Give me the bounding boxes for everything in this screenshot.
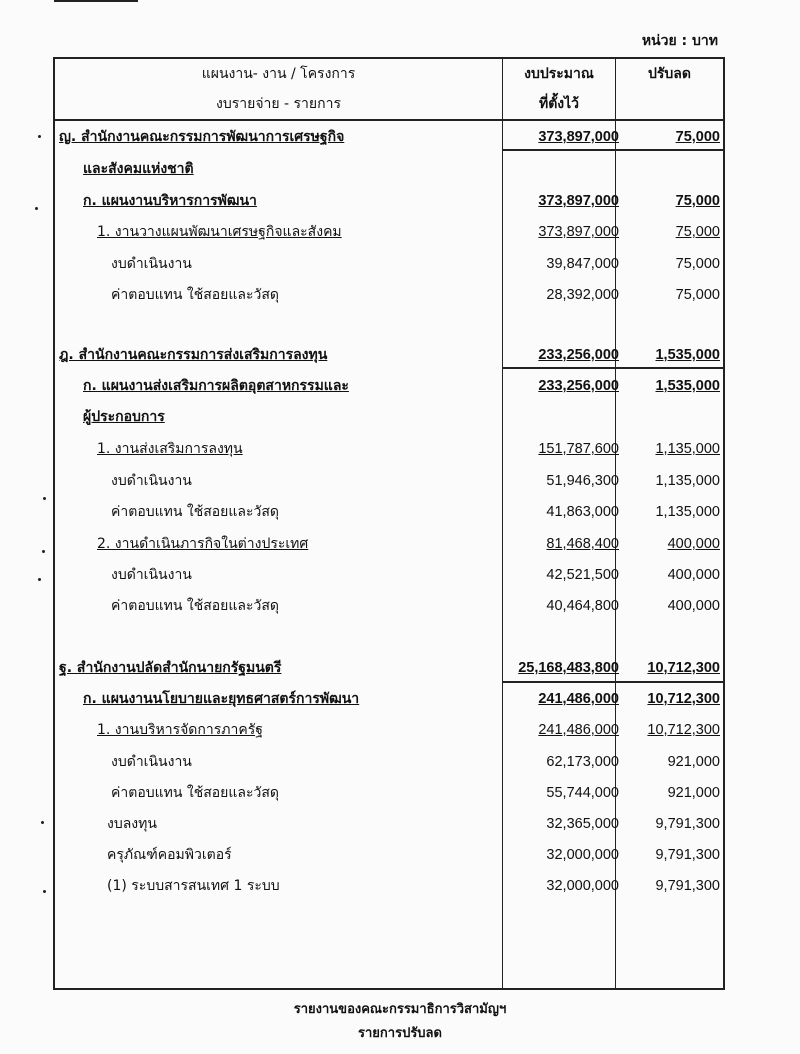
header-col-plan <box>55 59 502 119</box>
row-label: งบดำเนินงาน <box>111 567 192 583</box>
cut-value: 1,535,000 <box>655 378 720 394</box>
budget-value: 373,897,000 <box>538 129 619 145</box>
budget-table <box>53 57 725 990</box>
row-label: ค่าตอบแทน ใช้สอยและวัสดุ <box>111 785 279 801</box>
table-row <box>55 840 723 870</box>
table-row <box>55 402 723 432</box>
budget-value: 25,168,483,800 <box>518 660 619 676</box>
table-row <box>55 497 723 527</box>
cut-value: 921,000 <box>667 754 720 770</box>
scan-dot <box>41 821 44 824</box>
footer-report-title: รายงานของคณะกรรมาธิการวิสามัญฯ <box>293 1002 507 1017</box>
table-row <box>55 747 723 777</box>
budget-value: 373,897,000 <box>538 224 619 240</box>
header-cut: ปรับลด <box>648 66 691 82</box>
row-label: ฐ. สำนักงานปลัดสำนักนายกรัฐมนตรี <box>59 660 282 676</box>
cut-value: 10,712,300 <box>647 722 720 738</box>
table-row <box>55 560 723 590</box>
header-col-cut <box>616 59 723 89</box>
cut-value: 1,135,000 <box>655 473 720 489</box>
row-label: ครุภัณฑ์คอมพิวเตอร์ <box>107 847 232 863</box>
cut-value: 75,000 <box>675 256 720 272</box>
row-label: 2. งานดำเนินภารกิจในต่างประเทศ <box>97 536 309 552</box>
cut-value: 9,791,300 <box>655 847 720 863</box>
budget-value: 39,847,000 <box>546 256 619 272</box>
table-row <box>55 684 723 714</box>
table-row <box>55 871 723 901</box>
footer-report-subtitle: รายการปรับลด <box>358 1026 442 1041</box>
scan-dot <box>43 497 46 500</box>
table-row <box>55 653 723 683</box>
row-label: 1. งานส่งเสริมการลงทุน <box>97 441 243 457</box>
budget-value: 42,521,500 <box>546 567 619 583</box>
row-label: 1. งานวางแผนพัฒนาเศรษฐกิจและสังคม <box>97 224 342 240</box>
row-label: ก. แผนงานบริหารการพัฒนา <box>83 193 257 209</box>
header-budget-line1: งบประมาณ <box>524 66 594 82</box>
budget-value: 41,863,000 <box>546 504 619 520</box>
table-row <box>55 280 723 310</box>
table-row <box>55 371 723 401</box>
scan-dot <box>43 890 46 893</box>
row-label: ค่าตอบแทน ใช้สอยและวัสดุ <box>111 287 279 303</box>
cut-value: 10,712,300 <box>647 691 720 707</box>
top-edge-mark <box>54 0 138 2</box>
table-row <box>55 217 723 247</box>
cut-value: 1,135,000 <box>655 441 720 457</box>
row-label: ค่าตอบแทน ใช้สอยและวัสดุ <box>111 504 279 520</box>
header-plan-line2: งบรายจ่าย - รายการ <box>216 96 341 112</box>
cut-value: 9,791,300 <box>655 878 720 894</box>
budget-value: 151,787,600 <box>538 441 619 457</box>
cut-value: 75,000 <box>675 193 720 209</box>
header-divider <box>55 119 723 121</box>
unit-label: หน่วย : บาท <box>641 33 718 49</box>
row-label: ค่าตอบแทน ใช้สอยและวัสดุ <box>111 598 279 614</box>
cut-value: 921,000 <box>667 785 720 801</box>
row-label: 1. งานบริหารจัดการภาครัฐ <box>97 722 263 738</box>
table-row <box>55 591 723 621</box>
budget-value: 241,486,000 <box>538 691 619 707</box>
table-row <box>55 434 723 464</box>
table-row <box>55 778 723 808</box>
budget-value: 81,468,400 <box>546 536 619 552</box>
cut-value: 10,712,300 <box>647 660 720 676</box>
table-row <box>55 529 723 559</box>
budget-value: 32,000,000 <box>546 878 619 894</box>
row-label: ญ. สำนักงานคณะกรรมการพัฒนาการเศรษฐกิจ <box>59 129 345 145</box>
header-plan-line1: แผนงาน- งาน / โครงการ <box>201 66 356 82</box>
scan-dot <box>38 135 41 138</box>
header-budget-line2: ที่ตั้งไว้ <box>538 96 580 112</box>
cut-value: 75,000 <box>675 224 720 240</box>
budget-value: 233,256,000 <box>538 347 619 363</box>
row-label: งบดำเนินงาน <box>111 473 192 489</box>
header-col-budget <box>503 59 615 119</box>
table-row <box>55 186 723 216</box>
table-row <box>55 249 723 279</box>
budget-value: 62,173,000 <box>546 754 619 770</box>
row-label: งบลงทุน <box>107 816 157 832</box>
cut-value: 1,535,000 <box>655 347 720 363</box>
scan-dot <box>38 578 41 581</box>
budget-value: 40,464,800 <box>546 598 619 614</box>
scan-dot <box>42 550 45 553</box>
budget-value: 32,365,000 <box>546 816 619 832</box>
row-label: งบดำเนินงาน <box>111 256 192 272</box>
cut-value: 400,000 <box>667 536 720 552</box>
table-row <box>55 809 723 839</box>
cut-value: 75,000 <box>675 287 720 303</box>
budget-value: 233,256,000 <box>538 378 619 394</box>
table-row <box>55 122 723 152</box>
budget-value: 28,392,000 <box>546 287 619 303</box>
cut-value: 400,000 <box>667 567 720 583</box>
table-row <box>55 466 723 496</box>
row-label: ก. แผนงานส่งเสริมการผลิตอุตสาหกรรมและ <box>83 378 349 394</box>
row-label: (1) ระบบสารสนเทศ 1 ระบบ <box>107 878 280 894</box>
table-row <box>55 340 723 370</box>
row-label: ผู้ประกอบการ <box>83 409 165 425</box>
budget-value: 51,946,300 <box>546 473 619 489</box>
budget-value: 241,486,000 <box>538 722 619 738</box>
budget-value: 32,000,000 <box>546 847 619 863</box>
budget-value: 55,744,000 <box>546 785 619 801</box>
cut-value: 1,135,000 <box>655 504 720 520</box>
row-label: ก. แผนงานนโยบายและยุทธศาสตร์การพัฒนา <box>83 691 360 707</box>
table-row <box>55 715 723 745</box>
scan-dot <box>35 207 38 210</box>
cut-value: 400,000 <box>667 598 720 614</box>
cut-value: 9,791,300 <box>655 816 720 832</box>
cut-value: 75,000 <box>675 129 720 145</box>
row-label: ฎ. สำนักงานคณะกรรมการส่งเสริมการลงทุน <box>59 347 328 363</box>
table-row <box>55 154 723 184</box>
row-label: และสังคมแห่งชาติ <box>83 161 194 177</box>
row-label: งบดำเนินงาน <box>111 754 192 770</box>
budget-value: 373,897,000 <box>538 193 619 209</box>
